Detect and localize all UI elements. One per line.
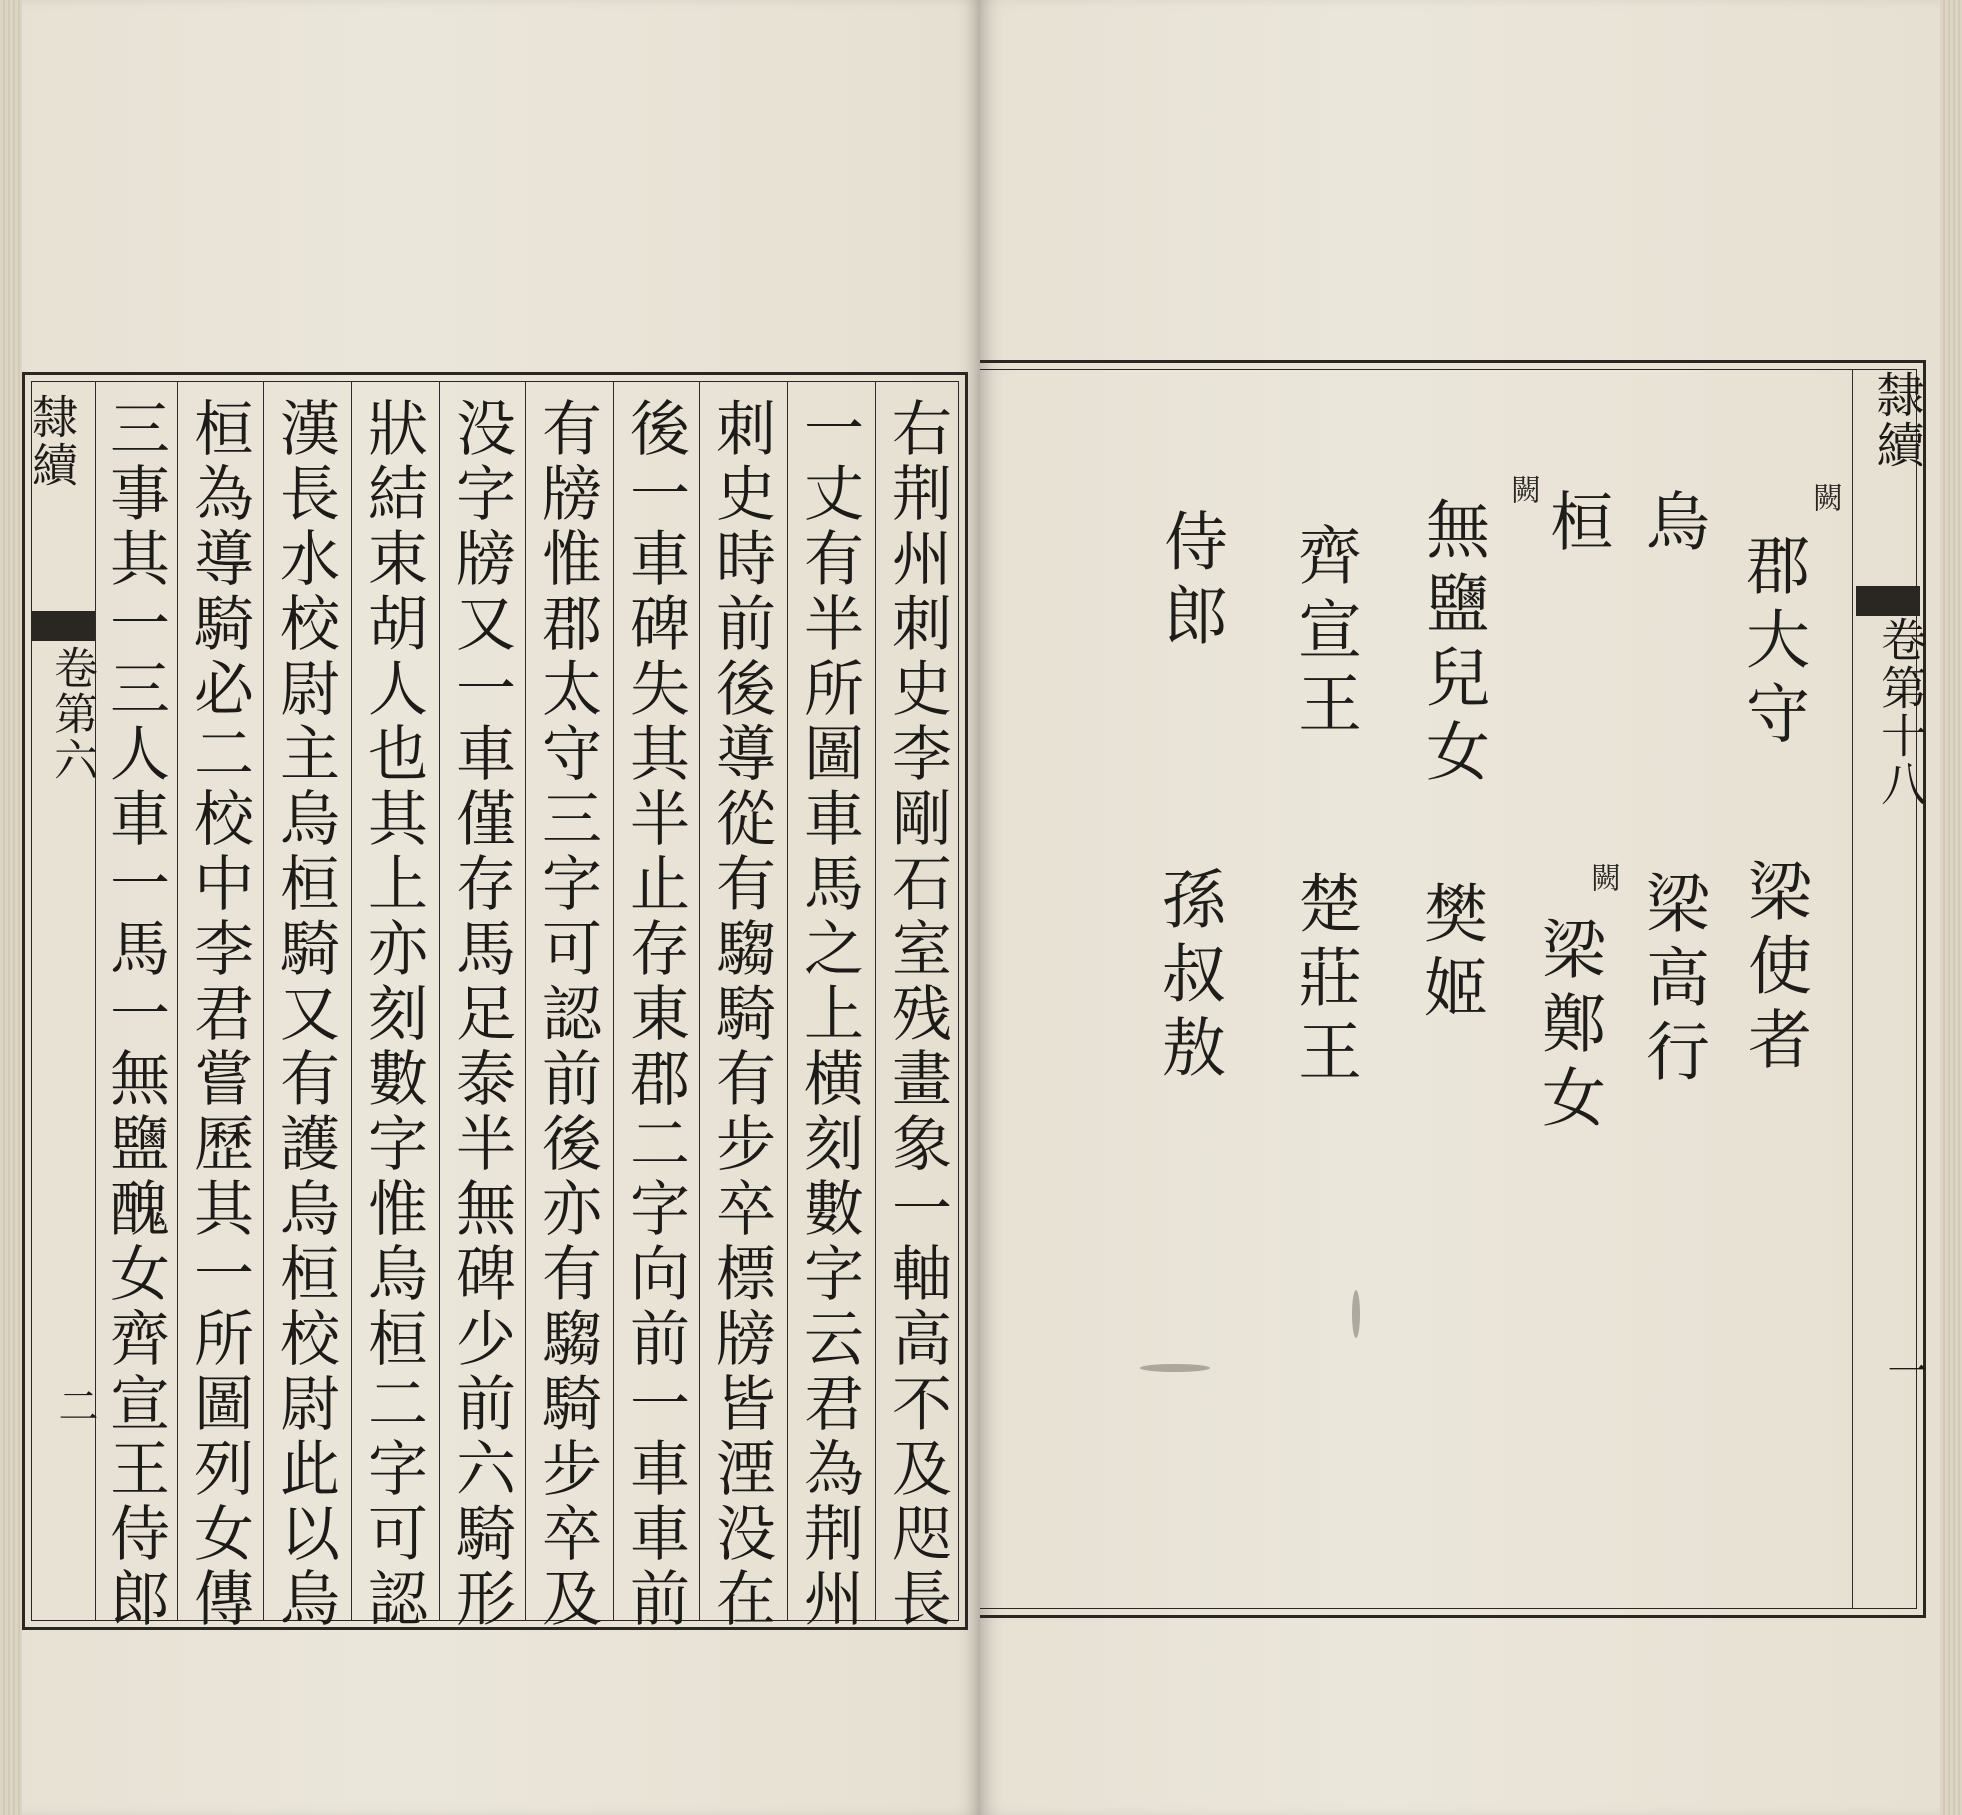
label-fanji: 樊姬 (1413, 880, 1487, 1028)
label-wuyan-nu: 無鹽兒女 (1415, 496, 1489, 792)
fishtail-mark (31, 611, 95, 641)
column-rule (787, 381, 788, 1621)
label-qi-xuanwang: 齊宣王 (1287, 522, 1361, 744)
column-rule (439, 381, 440, 1621)
label-liang-shizhe: 梁使者 (1737, 858, 1811, 1080)
text-column-5: 有牓惟郡太守三字可認前後亦有騶騎步卒及 (532, 397, 602, 1632)
fishtail-mark (1856, 586, 1920, 616)
column-rule (525, 381, 526, 1621)
label-sun-shuao: 孫叔敖 (1151, 866, 1225, 1088)
label-liang-zhengnu: 梁鄭女 (1531, 916, 1605, 1138)
banxin-title: 隸續 (1868, 370, 1924, 470)
banxin-title: 隸續 (25, 393, 79, 489)
que-mark: 闕 (1807, 482, 1842, 512)
text-column-10: 三事其一三人車一馬一無鹽醜女齊宣王侍郎 (100, 397, 170, 1632)
text-column-8: 漢長水校尉主烏桓騎又有護烏桓校尉此以烏 (270, 397, 340, 1632)
column-rule (263, 381, 264, 1621)
label-wu: 烏 (1635, 488, 1709, 562)
label-huan: 桓 (1539, 488, 1613, 562)
column-rule (699, 381, 700, 1621)
banxin-folio: 一 (1881, 1350, 1927, 1390)
text-column-9: 桓為導騎必二校中李君嘗歷其一所圖列女傳 (184, 397, 254, 1632)
column-rule (351, 381, 352, 1621)
page-edge (0, 0, 22, 1815)
left-text-frame (22, 372, 968, 1630)
ink-smudge (1140, 1364, 1210, 1372)
label-shilang: 侍郎 (1153, 508, 1227, 656)
column-rule (875, 381, 876, 1621)
banxin-juan: 卷第六 (46, 645, 97, 783)
que-mark: 闕 (1585, 862, 1620, 892)
text-column-4: 後一車碑失其半止存東郡二字向前一車車前 (620, 397, 690, 1632)
text-column-7: 狀結束胡人也其上亦刻數字惟烏桓二字可認 (358, 397, 428, 1632)
right-page (980, 0, 1962, 1815)
ink-smudge (1352, 1290, 1360, 1338)
banxin-juan: 卷第十八 (1874, 616, 1928, 808)
que-mark: 闕 (1505, 474, 1540, 504)
text-column-1: 右荆州刺史李剛石室残畫象一軸高不及咫長 (882, 397, 952, 1632)
column-rule (177, 381, 178, 1621)
label-chu-zhuangwang: 楚莊王 (1287, 870, 1361, 1092)
text-column-3: 刺史時前後導從有騶騎有步卒標牓皆湮没在 (706, 397, 776, 1632)
column-rule (613, 381, 614, 1621)
label-jun-taishou: 郡大守 (1735, 532, 1809, 754)
left-page (0, 0, 980, 1815)
banxin-folio: 二 (52, 1385, 98, 1425)
page-edge (1940, 0, 1962, 1815)
label-liang-gaoxing: 梁高行 (1635, 870, 1709, 1092)
right-content (980, 360, 1926, 1618)
text-column-2: 一丈有半所圖車馬之上横刻數字云君為荆州 (794, 397, 864, 1632)
banxin-divider (95, 381, 96, 1621)
text-column-6: 没字牓又一車僅存馬足泰半無碑少前六騎形 (446, 397, 516, 1632)
